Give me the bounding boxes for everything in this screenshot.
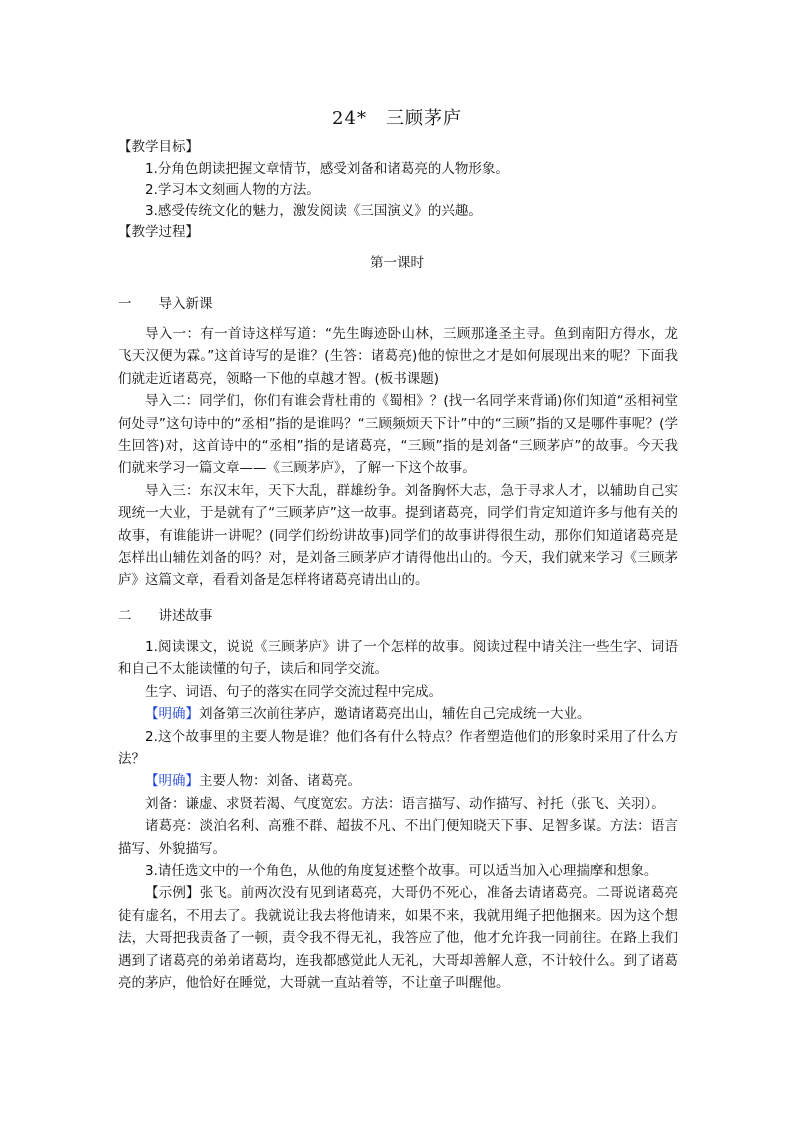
- section-heading-story: 二 讲述故事: [118, 608, 213, 624]
- lesson-heading: 第一课时: [370, 255, 424, 271]
- intro-section: [118, 323, 678, 592]
- objective-item: 3.感受传统文化的魅力，激发阅读《三国演义》的兴趣。: [145, 203, 482, 219]
- answer-paragraph: [118, 770, 678, 792]
- answer-text: 刘备第三次前往茅庐，邀请诸葛亮出山，辅佐自己完成统一大业。: [199, 706, 591, 723]
- character-liubei-paragraph: 刘备：谦虚、求贤若渴、气度宽宏。方法：语言描写、动作描写、衬托（张飞、关羽）。: [145, 795, 665, 812]
- objective-item: 1.分角色朗读把握文章情节，感受刘备和诸葛亮的人物形象。: [145, 161, 509, 177]
- answer-paragraph: [118, 703, 678, 725]
- question-paragraph: 3.请任选文中的一个角色，从他的角度复述整个故事。可以适当加入心理揣摩和想象。: [145, 863, 658, 880]
- story-section: [118, 636, 678, 995]
- intro-paragraph: 导入三：东汉末年，天下大乱，群雄纷争。刘备胸怀大志，急于寻求人才，以辅助自己实现统一大业，于是就有了“三顾茅庐”这一故事。提到诸葛亮，同学们肯定知道许多与他有关的故事，有谁能讲一讲呢？(同学们纷纷讲故事)同学们的故事讲得很生动，那你们知道诸葛亮是怎样出山辅佐刘备的吗？对，是刘备三顾茅庐才请得他出山的。今天，我们就来学习《三顾茅庐》这篇文章，看看刘备是怎样将诸葛亮请出山的。: [118, 482, 678, 589]
- example-tag: 【示例】: [145, 885, 200, 902]
- process-heading: 【教学过程】: [118, 224, 199, 240]
- note-paragraph: 生字、词语、句子的落实在同学交流过程中完成。: [145, 683, 442, 700]
- question-paragraph: 1.阅读课文，说说《三顾茅庐》讲了一个怎样的故事。阅读过程中请关注一些生字、词语和自己不太能读懂的句子，读后和同学交流。: [118, 639, 678, 678]
- objectives-heading: 【教学目标】: [118, 139, 199, 155]
- answer-text: 主要人物：刘备、诸葛亮。: [199, 773, 361, 790]
- example-text: 张飞。前两次没有见到诸葛亮，大哥仍不死心，准备去请诸葛亮。二哥说诸葛亮徒有虚名，不用去了。我就说让我去将他请来，如果不来，我就用绳子把他捆来。因为这个想法，大哥把我责备了一顿，责令我不得无礼，我答应了他，他才允许我一同前往。在路上我们遇到了诸葛亮的弟弟诸葛均，连我都感觉此人无礼，大哥却善解人意，不计较什么。到了诸葛亮的茅庐，他恰好在睡觉，大哥就一直站着等，不让童子叫醒他。: [118, 885, 679, 992]
- intro-paragraph: 导入二：同学们，你们有谁会背杜甫的《蜀相》？(找一名同学来背诵)你们知道“丞相祠堂何处寻”这句诗中的“丞相”指的是谁吗？“三顾频烦天下计”中的“三顾”指的又是哪件事呢？(学生回答)对，这首诗中的“丞相”指的是诸葛亮，“三顾”指的是刘备“三顾茅庐”的故事。今天我们就来学习一篇文章——《三顾茅庐》，了解一下这个故事。: [118, 393, 678, 477]
- page-title: 24* 三顾茅庐: [332, 108, 462, 129]
- example-paragraph: [118, 882, 678, 994]
- answer-tag: 【明确】: [145, 706, 199, 723]
- answer-tag: 【明确】: [145, 773, 199, 790]
- section-heading-intro: 一 导入新课: [118, 296, 213, 312]
- objective-item: 2.学习本文刻画人物的方法。: [145, 182, 320, 198]
- question-paragraph: 2.这个故事里的主要人物是谁？他们各有什么特点？作者塑造他们的形象时采用了什么方法？: [118, 728, 678, 768]
- character-zhuge-paragraph: 诸葛亮：淡泊名利、高雅不群、超拔不凡、不出门便知晓天下事、足智多谋。方法：语言描写、外貌描写。: [118, 818, 678, 857]
- intro-paragraph: 导入一：有一首诗这样写道：“先生晦迹卧山林，三顾那逢圣主寻。鱼到南阳方得水，龙飞天汉便为霖。”这首诗写的是谁？(生答：诸葛亮)他的惊世之才是如何展现出来的呢？下面我们就走近诸葛亮，领略一下他的卓越才智。(板书课题): [118, 326, 678, 387]
